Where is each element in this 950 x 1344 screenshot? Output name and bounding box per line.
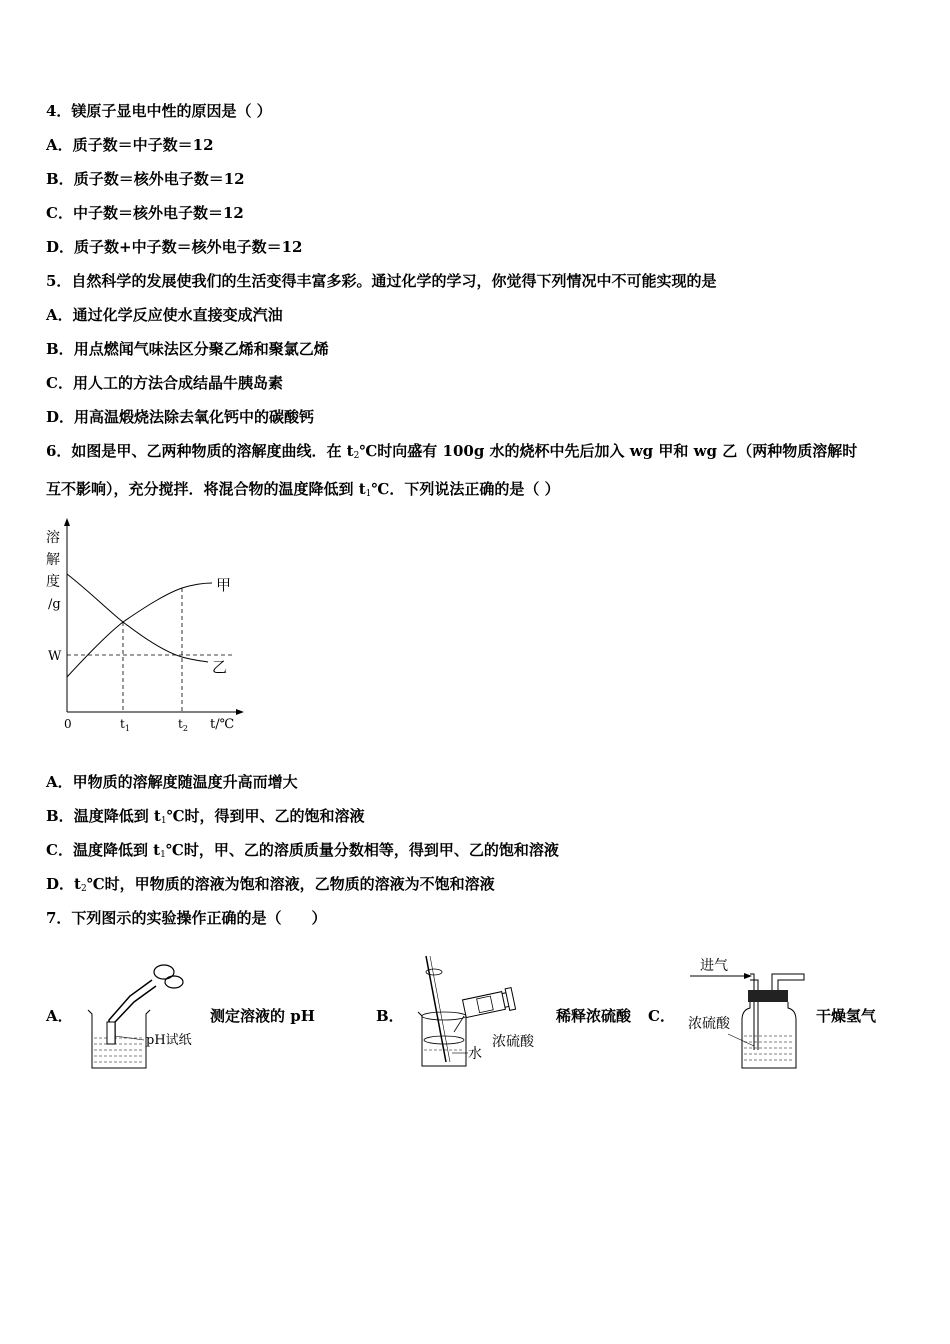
option-label: B．	[46, 170, 74, 188]
q7-stem: 7．下列图示的实验操作正确的是（ ）	[46, 909, 327, 927]
subscript: 1	[160, 850, 166, 860]
origin-label: 0	[64, 717, 72, 731]
glass-rod-icon	[426, 956, 446, 1062]
t1-sub: 1	[124, 724, 130, 733]
option-label: D．	[46, 875, 75, 893]
gas-drying-figure	[684, 950, 814, 1072]
acid-bottle-icon	[462, 988, 515, 1020]
q6-option-b[interactable]	[46, 806, 365, 831]
q6-option-a[interactable]	[46, 772, 298, 792]
stem-text: ℃时向盛有 100g 水的烧杯中先后加入 wg 甲和 wg 乙（两种物质溶解时	[359, 442, 858, 460]
q5-option-d[interactable]	[46, 407, 314, 427]
stem-text: 互不影响），充分搅拌．将混合物的温度降低到 t	[46, 480, 366, 498]
y-axis-arrow	[64, 518, 70, 526]
option-label: A．	[46, 306, 73, 324]
option-text: 质子数＝中子数＝12	[72, 136, 214, 154]
inlet-tube-icon	[750, 974, 754, 1050]
option-text: 通过化学反应使水直接变成汽油	[72, 306, 283, 324]
q4-option-b[interactable]	[46, 169, 245, 189]
w-mark-label: W	[48, 649, 62, 664]
q6-option-c[interactable]	[46, 840, 559, 865]
q4-option-a[interactable]	[46, 135, 214, 155]
ph-paper-text: pH试纸	[146, 1033, 192, 1048]
series-jia-curve	[67, 583, 212, 677]
option-text: t	[74, 875, 81, 893]
option-label: C．	[46, 374, 73, 392]
solubility-chart	[40, 512, 255, 737]
q7-option-c-label[interactable]: C．	[648, 1007, 675, 1025]
option-text: 用人工的方法合成结晶牛胰岛素	[72, 374, 283, 392]
option-label: D．	[46, 238, 75, 256]
option-text: 温度降低到 t	[72, 841, 161, 859]
option-label: C．	[46, 841, 73, 859]
liquid-lines	[94, 1038, 144, 1062]
t2-sub: 2	[182, 724, 188, 733]
q7-option-b-label[interactable]: B．	[376, 1007, 404, 1025]
t1-label	[120, 717, 130, 733]
option-text: 用高温煅烧法除去氧化钙中的碳酸钙	[74, 408, 315, 426]
bottle-icon	[742, 1002, 796, 1068]
series-yi-curve	[67, 574, 208, 662]
option-text: 质子数＝核外电子数＝12	[73, 170, 245, 188]
q5-option-c[interactable]	[46, 373, 283, 393]
q7-option-a-label[interactable]: A．	[46, 1007, 73, 1025]
ylabel-char-4: /g	[48, 597, 61, 612]
q7-option-a-caption: 测定溶液的 pH	[210, 1007, 315, 1025]
acid-text: 浓硫酸	[492, 1034, 534, 1050]
option-text: ℃时，得到甲、乙的饱和溶液	[166, 807, 365, 825]
option-text: 甲物质的溶解度随温度升高而增大	[72, 773, 298, 791]
series-jia-label: 甲	[216, 576, 232, 594]
q7-option-b-caption: 稀释浓硫酸	[556, 1007, 632, 1025]
q4-stem: 4．镁原子显电中性的原因是（ ）	[46, 102, 272, 120]
subscript: 1	[365, 489, 372, 499]
subscript: 2	[353, 451, 360, 461]
option-text: 中子数＝核外电子数＝12	[72, 204, 244, 222]
ylabel-char-3: 度	[46, 574, 60, 590]
option-label: A．	[46, 773, 73, 791]
xlabel: t/℃	[210, 717, 235, 732]
ylabel-char-1: 溶	[46, 530, 60, 546]
q5-option-a[interactable]	[46, 305, 283, 325]
ph-test-figure	[82, 958, 207, 1073]
dilute-acid-figure	[412, 950, 552, 1072]
stem-text: 6．如图是甲、乙两种物质的溶解度曲线．在 t	[46, 442, 354, 460]
subscript: 2	[80, 884, 87, 894]
x-axis-arrow	[236, 709, 244, 715]
option-text: 质子数+中子数＝核外电子数＝12	[74, 238, 303, 256]
ph-paper-icon	[107, 1022, 115, 1044]
option-text: ℃时，甲、乙的溶质质量分数相等，得到甲、乙的饱和溶液	[165, 841, 559, 859]
water-text: 水	[468, 1046, 482, 1062]
q6-option-d[interactable]	[46, 874, 495, 899]
q7-option-c-caption: 干燥氢气	[816, 1007, 877, 1025]
q6-stem-line2	[46, 479, 560, 504]
q5-option-b[interactable]	[46, 339, 329, 359]
option-label: C．	[46, 204, 73, 222]
option-label: B．	[46, 340, 74, 358]
option-text: 用点燃闻气味法区分聚乙烯和聚氯乙烯	[73, 340, 329, 358]
acid-text: 浓硫酸	[688, 1016, 730, 1032]
t1-t: t	[120, 717, 125, 731]
series-yi-label: 乙	[212, 658, 228, 676]
q6-stem-line1	[46, 441, 857, 466]
gas-in-text: 进气	[700, 958, 728, 974]
option-text: ℃时，甲物质的溶液为饱和溶液，乙物质的溶液为不饱和溶液	[86, 875, 495, 893]
option-label: D．	[46, 408, 75, 426]
ylabel-char-2: 解	[46, 552, 60, 568]
liquid-lines	[744, 1036, 794, 1060]
q4-option-c[interactable]	[46, 203, 244, 223]
q5-stem: 5．自然科学的发展使我们的生活变得丰富多彩。通过化学的学习，你觉得下列情况中不可能实现的是	[46, 272, 717, 290]
option-label: B．	[46, 807, 74, 825]
stopper-icon	[748, 990, 788, 1002]
t2-t: t	[178, 717, 183, 731]
option-text: 温度降低到 t	[73, 807, 161, 825]
q4-option-d[interactable]	[46, 237, 302, 257]
option-label: A．	[46, 136, 73, 154]
stem-text: ℃．下列说法正确的是（ ）	[371, 480, 560, 498]
t2-label	[178, 717, 188, 733]
subscript: 1	[160, 816, 167, 826]
